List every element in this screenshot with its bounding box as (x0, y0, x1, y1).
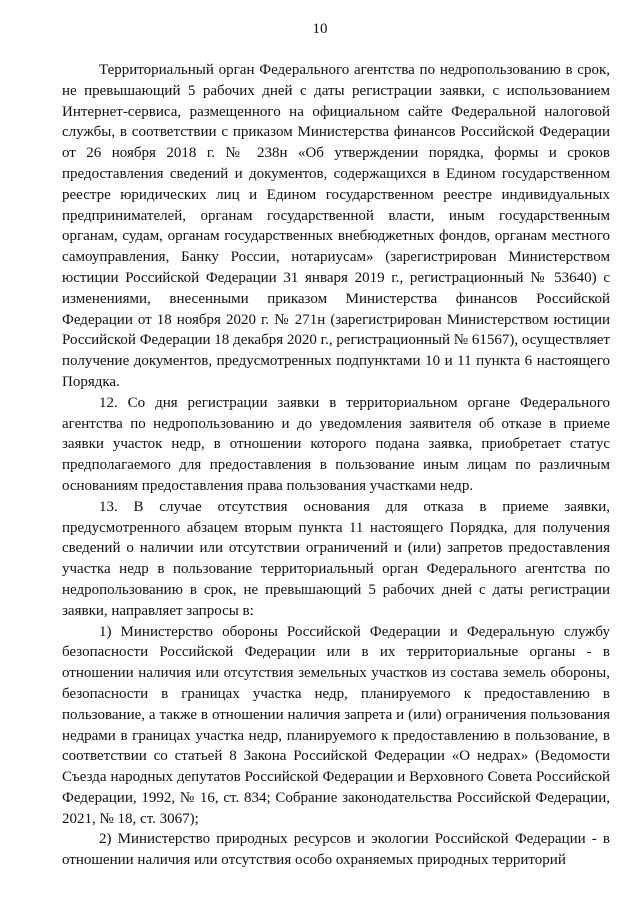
paragraph-egrul-request: Территориальный орган Федерального агентства по недропользованию в срок, не превышающий 5 рабочих дней с даты регистрации заявки, с использованием Интернет-сервиса, размещенного на официальном сайте Федеральной налоговой службы, в соответствии с приказом Министерства финансов Российской Федерации от 26 ноября 2018 г. № 238н «Об утверждении порядка, формы и сроков предоставления сведений и документов, содержащихся в Едином государственном реестре юридических лиц и Едином государственном реестре индивидуальных предпринимателей, органам государственной власти, иным государственным органам, судам, органам государственных внебюджетных фондов, органам местного самоуправления, Банку России, нотариусам» (зарегистрирован Министерством юстиции Российской Федерации 31 января 2019 г., регистрационный № 53640) с изменениями, внесенными приказом Министерства финансов Российской Федерации от 18 ноября 2020 г. № 271н (зарегистрирован Министерством юстиции Российской Федерации 18 декабря 2020 г., регистрационный № 61567), осуществляет получение документов, предусмотренных подпунктами 10 и 11 пункта 6 настоящего Порядка. (62, 62, 610, 390)
paragraph-13-item-1: 1) Министерство обороны Российской Федерации и Федеральную службу безопасности Российской Федерации или в их территориальные органы - в отношении наличия или отсутствия земельных участков из состава земель обороны, безопасности в границах участка недр, планируемого к предоставлению в пользование, а также в отношении наличия запрета и (или) ограничения пользования недрами в границах участка недр, планируемого к предоставлению в пользование, в соответствии со статьей 8 Закона Российской Федерации «О недрах» (Ведомости Съезда народных депутатов Российской Федерации и Верховного Совета Российской Федерации, 1992, № 16, ст. 834; Собрание законодательства Российской Федерации, 2021, № 18, ст. 3067); (62, 623, 610, 827)
paragraph-13: 13. В случае отсутствия основания для отказа в приеме заявки, предусмотренного абзацем вторым пункта 11 настоящего Порядка, для получения сведений о наличии или отсутствии ограничений и (или) запретов предоставления участка недр в пользование территориальный орган Федерального агентства по недропользованию в срок, не превышающий 5 рабочих дней с даты регистрации заявки, направляет запросы в: (62, 498, 610, 619)
paragraph-13-item-2: 2) Министерство природных ресурсов и экологии Российской Федерации - в отношении наличия или отсутствия особо охраняемых природных территорий (62, 831, 610, 869)
page-number: 10 (312, 21, 328, 37)
paragraph-12: 12. Со дня регистрации заявки в территориальном органе Федерального агентства по недропользованию и до уведомления заявителя об отказе в приеме заявки участок недр, в отношении которого подана заявка, приобретает статус предполагаемого для предоставления в пользование иным лицам по различным основаниям предоставления права пользования участками недр. (62, 394, 610, 494)
document-body (62, 60, 610, 871)
